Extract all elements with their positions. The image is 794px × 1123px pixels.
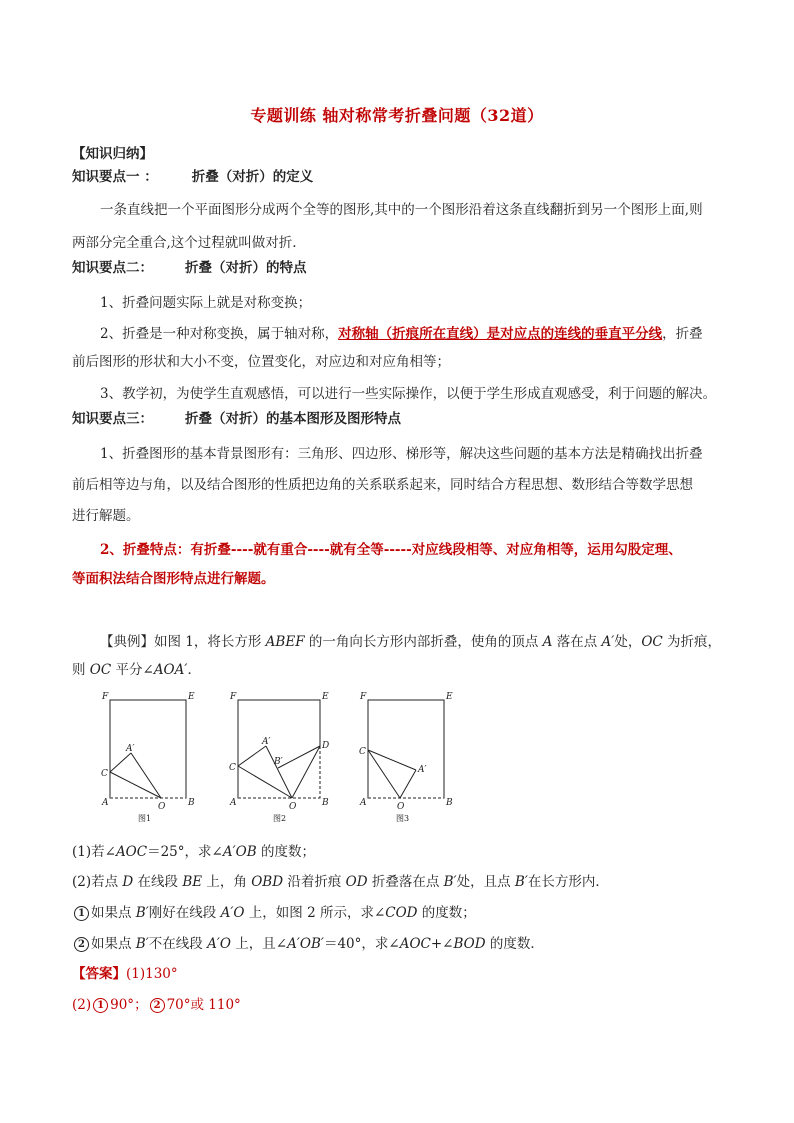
text-run: ，折叠	[662, 326, 703, 342]
figure-1-svg	[98, 688, 208, 828]
answer-text: (2)	[72, 997, 92, 1013]
text-run: ．	[187, 662, 201, 678]
figure-2	[226, 688, 336, 832]
segment	[238, 746, 266, 766]
point-label: 知识要点一 ：	[72, 169, 158, 185]
label-F: F	[360, 692, 367, 702]
label-B-prime: B′	[274, 757, 283, 767]
symbol: ABEF	[265, 634, 305, 650]
caption: 图1	[138, 814, 152, 823]
circled-number: 2	[74, 937, 89, 952]
text-run: 如果点	[91, 905, 136, 921]
symbol: D	[122, 874, 134, 890]
paragraph-line: 3、教学初，为使学生直观感悟，可以进行一些实际操作，以便于学生形成直观感受，利于问题的解决。	[100, 386, 717, 402]
figure-3	[356, 688, 466, 832]
symbol: BE	[182, 874, 203, 890]
text-run: 在长方形内．	[527, 874, 609, 890]
section-heading: 【知识归纳】	[72, 146, 153, 162]
symbol: AOC	[399, 936, 431, 952]
symbol: B′	[135, 905, 149, 921]
knowledge-point-1	[72, 167, 732, 187]
text-run: 如果点	[91, 936, 136, 952]
answer-text: (1)130°	[126, 966, 178, 982]
label-B: B	[188, 798, 195, 808]
paragraph-line: 1、折叠问题实际上就是对称变换；	[100, 295, 312, 311]
text-run: 上，如图 2 所示，求∠	[244, 905, 386, 921]
answer-text: 70°或 110°	[166, 997, 241, 1013]
highlight-text: 对称轴（折痕所在直线）是对应点的连线的垂直平分线	[338, 326, 663, 342]
point-label: 知识要点三：	[72, 411, 153, 427]
figure-1	[98, 688, 208, 832]
symbol: A′O	[220, 905, 245, 921]
paragraph-line: 进行解题。	[72, 508, 140, 524]
point-title: 折叠（对折）的特点	[185, 260, 307, 276]
text-run: 沿着折痕	[283, 874, 346, 890]
sub-question-2	[72, 934, 732, 954]
page-title: 专题训练 轴对称常考折叠问题（32道）	[250, 106, 544, 125]
symbol: A	[542, 634, 553, 650]
example-tag: 【典例】	[100, 634, 154, 650]
text-run: 2、折叠是一种对称变换，属于轴对称，	[100, 326, 339, 342]
text-run: 2、折叠特点：	[100, 542, 191, 558]
label-C: C	[229, 763, 236, 773]
symbol: A′	[601, 634, 615, 650]
label-A-prime: A′	[126, 744, 135, 754]
symbol: AOC	[115, 844, 148, 860]
answer-line-1	[72, 964, 732, 984]
text-run: 的度数；	[256, 844, 315, 860]
text-run: 处，	[614, 634, 642, 650]
circled-number: 1	[74, 906, 89, 921]
knowledge-point-2	[72, 258, 732, 278]
label-A: A	[230, 798, 237, 808]
symbol: OC	[641, 634, 663, 650]
paragraph-line: 前后图形的形状和大小不变，位置变化，对应边和对应角相等；	[72, 354, 450, 370]
label-C: C	[101, 769, 108, 779]
text-run: 的度数．	[485, 936, 544, 952]
label-O: O	[289, 802, 297, 812]
highlight-text: 有折叠----就有重合----就有全等-----对应线段相等、对应角相等，运用勾股定理、	[190, 542, 682, 558]
text-run: +∠	[430, 936, 454, 952]
segment	[110, 753, 131, 772]
rectangle	[368, 700, 444, 798]
text-run: 上，角	[202, 874, 252, 890]
circled-number: 2	[150, 998, 165, 1013]
example-line	[72, 660, 732, 680]
text-run: 的一角向长方形内部折叠，使角的顶点	[304, 634, 543, 650]
text-run: ＝25°，求∠	[147, 844, 223, 860]
label-E: E	[188, 692, 195, 702]
symbol: A′OB′	[287, 936, 324, 952]
symbol: OC	[89, 662, 112, 678]
label-C: C	[359, 747, 366, 757]
label-A: A	[360, 798, 367, 808]
segment	[131, 753, 161, 798]
text-run: 在线段	[133, 874, 183, 890]
label-O: O	[397, 802, 405, 812]
paragraph-line: 等面积法结合图形特点进行解题。	[72, 571, 275, 587]
text-run: (2)若点	[72, 874, 123, 890]
text-run: 如图 1，将长方形	[154, 634, 266, 650]
label-D: D	[322, 741, 330, 751]
text-run: (1)若∠	[72, 844, 116, 860]
figure-3-svg	[356, 688, 466, 828]
caption: 图3	[396, 814, 410, 823]
text-run: 为折痕，	[662, 634, 722, 650]
segment	[400, 770, 416, 798]
knowledge-point-3	[72, 409, 732, 429]
answer-text: 90°	[110, 997, 135, 1013]
text-run: 上，且∠	[230, 936, 288, 952]
label-B: B	[322, 798, 329, 808]
symbol: OBD	[251, 874, 284, 890]
symbol: OD	[345, 874, 368, 890]
rectangle	[238, 700, 320, 798]
paragraph-line: 1、折叠图形的基本背景图形有：三角形、四边形、梯形等，解决这些问题的基本方法是精确找出折叠	[100, 446, 703, 462]
answer-text: ；	[134, 997, 148, 1013]
circled-number: 1	[93, 998, 108, 1013]
text-run: 的度数；	[417, 905, 476, 921]
label-A-prime: A′	[262, 737, 271, 747]
caption: 图2	[273, 814, 287, 823]
text-run: 落在点	[552, 634, 602, 650]
symbol: B′	[514, 874, 528, 890]
symbol: BOD	[453, 936, 486, 952]
sub-question-1	[72, 903, 732, 923]
figure-2-svg	[226, 688, 336, 828]
point-title: 折叠（对折）的基本图形及图形特点	[185, 411, 401, 427]
symbol: B′	[443, 874, 457, 890]
question-2	[72, 872, 732, 892]
crease-oc	[110, 772, 161, 798]
symbol: AOA′	[153, 662, 188, 678]
label-B: B	[446, 798, 453, 808]
paragraph-line: 两部分完全重合,这个过程就叫做对折.	[72, 235, 297, 251]
label-F: F	[102, 692, 109, 702]
label-F: F	[230, 692, 237, 702]
label-E: E	[446, 692, 453, 702]
symbol: B′	[135, 936, 149, 952]
paragraph-line	[100, 540, 760, 560]
label-E: E	[322, 692, 329, 702]
label-O: O	[158, 802, 166, 812]
example-line	[100, 632, 760, 652]
paragraph-line: 一条直线把一个平面图形分成两个全等的图形,其中的一个图形沿着这条直线翻折到另一个图形上面,则	[100, 202, 703, 218]
text-run: 刚好在线段	[148, 905, 221, 921]
label-A: A	[102, 798, 109, 808]
symbol: A′OB	[222, 844, 257, 860]
question-1	[72, 842, 732, 862]
rectangle	[110, 700, 186, 798]
symbol: COD	[385, 905, 418, 921]
symbol: A′O	[207, 936, 231, 952]
label-A-prime: A′	[418, 765, 427, 775]
point-title: 折叠（对折）的定义	[191, 169, 314, 185]
paragraph-line	[100, 324, 760, 344]
answer-line-2	[72, 995, 732, 1015]
text-run: 平分∠	[111, 662, 154, 678]
text-run: 则	[72, 662, 90, 678]
text-run: 不在线段	[148, 936, 208, 952]
paragraph-line: 前后相等边与角，以及结合图形的性质把边角的关系联系起来，同时结合方程思想、数形结合等数学思想	[72, 477, 693, 493]
text-run: ＝40°，求∠	[323, 936, 400, 952]
text-run: 折叠落在点	[367, 874, 444, 890]
point-label: 知识要点二：	[72, 260, 153, 276]
answer-tag: 【答案】	[72, 966, 126, 982]
text-run: 处，且点	[456, 874, 515, 890]
